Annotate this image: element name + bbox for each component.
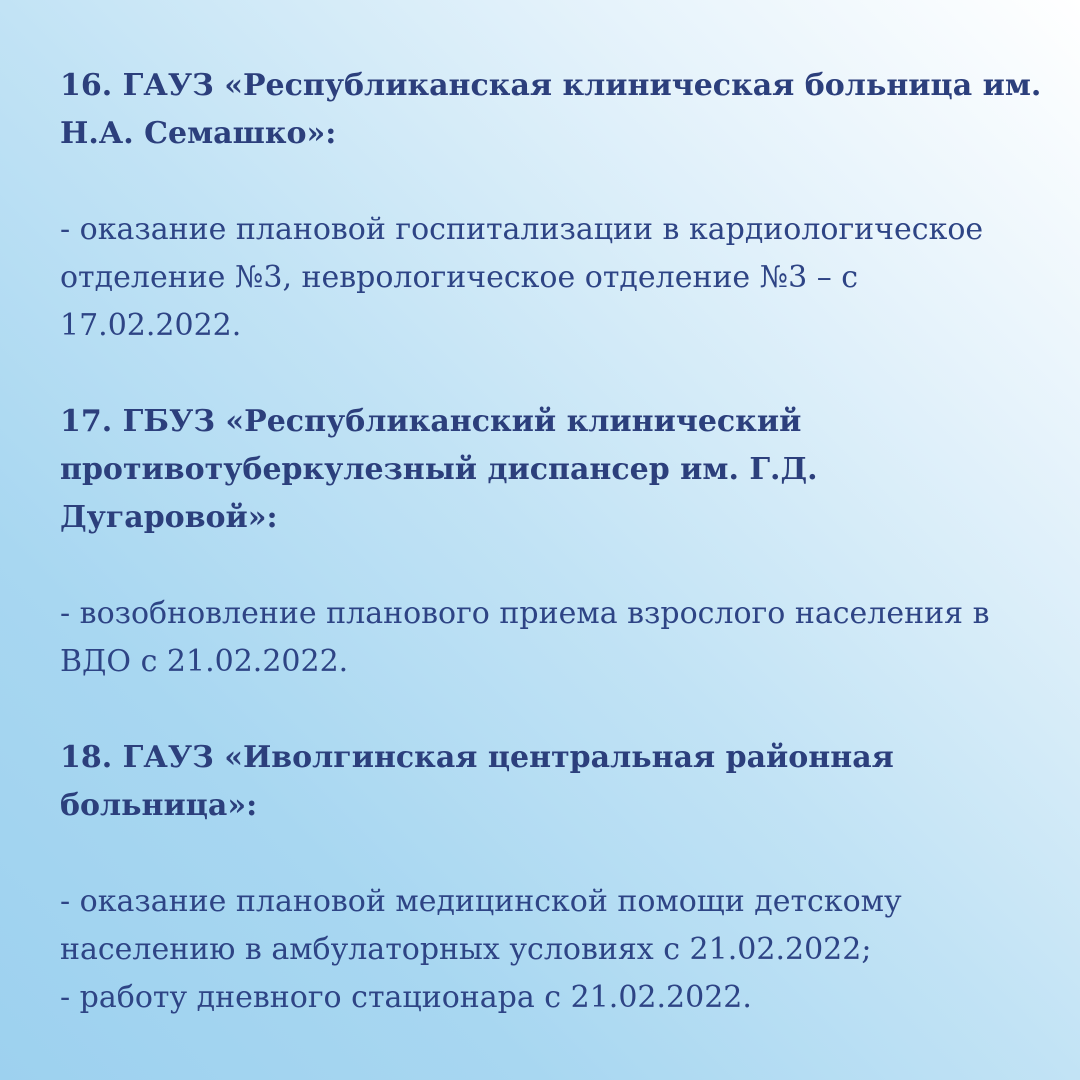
heading-line: 16. ГАУЗ «Республиканская клиническая больница им. [60, 68, 1042, 103]
heading-line: 17. ГБУЗ «Республиканский клинический [60, 404, 802, 439]
list-item [60, 974, 1040, 1022]
item-line: 17.02.2022. [60, 308, 242, 343]
list-item [60, 590, 1040, 686]
section-items [60, 206, 1040, 350]
item-line: - работу дневного стационара с 21.02.2022. [60, 980, 752, 1015]
document-content [60, 62, 1040, 1022]
section-17 [60, 398, 1040, 686]
list-item [60, 206, 1040, 350]
section-spacer [60, 686, 1040, 734]
section-16 [60, 62, 1040, 350]
section-items [60, 590, 1040, 686]
item-line: - возобновление планового приема взрослого населения в [60, 596, 990, 631]
section-spacer [60, 350, 1040, 398]
item-line: отделение №3, неврологическое отделение №3 – с [60, 260, 859, 295]
section-heading [60, 62, 1040, 158]
heading-line: противотуберкулезный диспансер им. Г.Д. [60, 452, 818, 487]
heading-line: Н.А. Семашко»: [60, 116, 337, 151]
heading-line: Дугаровой»: [60, 500, 278, 535]
list-item [60, 878, 1040, 974]
item-line: населению в амбулаторных условиях с 21.02.2022; [60, 932, 872, 967]
item-line: - оказание плановой госпитализации в кардиологическое [60, 212, 984, 247]
section-heading [60, 734, 1040, 830]
heading-line: 18. ГАУЗ «Иволгинская центральная районная [60, 740, 894, 775]
section-heading [60, 398, 1040, 542]
item-line: - оказание плановой медицинской помощи детскому [60, 884, 902, 919]
section-items [60, 878, 1040, 1022]
section-18 [60, 734, 1040, 1022]
item-line: ВДО с 21.02.2022. [60, 644, 349, 679]
heading-line: больница»: [60, 788, 258, 823]
